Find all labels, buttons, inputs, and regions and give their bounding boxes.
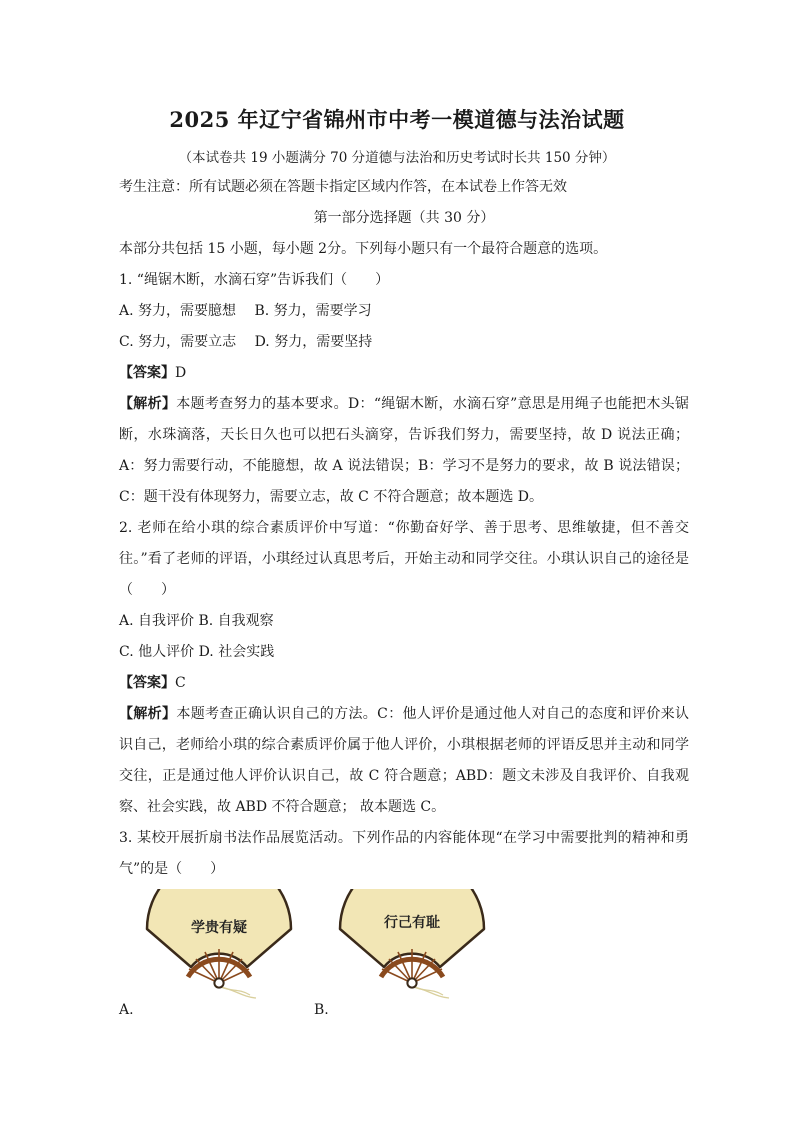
answer-tag: 【答案】	[119, 675, 175, 691]
section-title: 第一部分选择题（共 30 分）	[313, 210, 495, 226]
exam-title: 2025 年辽宁省锦州市中考一模道德与法治试题	[169, 107, 625, 132]
exam-content	[119, 172, 689, 1019]
section-intro: 本部分共包括 15 小题，每小题 2分。下列每小题只有一个最符合题意的选项。	[119, 241, 608, 257]
option-a-label: A.	[119, 1002, 134, 1018]
fan-a-text: 学贵有疑	[191, 920, 247, 936]
exam-subtitle: （本试卷共 19 小题满分 70 分道德与法治和历史考试时长共 150 分钟）	[178, 150, 616, 166]
q2-analysis	[119, 699, 689, 823]
q1-analysis	[119, 389, 689, 513]
answer-tag: 【答案】	[119, 365, 175, 381]
analysis-text: 本题考查努力的基本要求。D：“绳锯木断，水滴石穿”意思是用绳子也能把木头锯断，水珠滴落，天长日久也可以把石头滴穿，告诉我们努力，需要坚持，故 D 说法正确；A：努力需要行动，不能臆想，故 A 说法错误；B：学习不是努力的要求，故 B 说法错误；C：题干没有体现努力，需要立志，故 C 不符合题意；故本题选 D。	[119, 396, 689, 505]
q1-options-row2: C. 努力，需要立志 D. 努力，需要坚持	[119, 334, 373, 350]
q2-options-row1: A. 自我评价 B. 自我观察	[119, 613, 274, 629]
q3-stem: 3. 某校开展折扇书法作品展览活动。下列作品的内容能体现“在学习中需要批判的精神和勇气”的是（ ）	[119, 830, 689, 877]
notice-text: 考生注意：所有试题必须在答题卡指定区域内作答，在本试卷上作答无效	[119, 179, 567, 195]
folding-fan-b-icon	[337, 889, 487, 999]
q2-options-row2: C. 他人评价 D. 社会实践	[119, 644, 275, 660]
answer-value: C	[175, 675, 186, 691]
option-b-label: B.	[314, 1002, 329, 1018]
q2-stem: 2. 老师在给小琪的综合素质评价中写道：“你勤奋好学、善于思考、思维敏捷，但不善交往。”看了老师的评语，小琪经过认真思考后，开始主动和同学交往。小琪认识自己的途径是（ ）	[119, 520, 689, 598]
fan-b-text: 行己有耻	[384, 915, 440, 931]
answer-value: D	[175, 365, 187, 381]
analysis-tag: 【解析】	[119, 396, 177, 412]
analysis-tag: 【解析】	[119, 706, 177, 722]
q2-answer	[119, 668, 689, 699]
q1-stem: 1. “绳锯木断，水滴石穿”告诉我们（ ）	[119, 272, 390, 288]
q1-answer	[119, 358, 689, 389]
analysis-text: 本题考查正确认识自己的方法。C：他人评价是通过他人对自己的态度和评价来认识自己，老师给小琪的综合素质评价属于他人评价，小琪根据老师的评语反思并主动和同学交往，正是通过他人评价认识自己，故 C 符合题意；ABD：题文未涉及自我评价、自我观察、社会实践，故 ABD 不符合题意； 故本题选 C。	[119, 706, 690, 815]
q3-figures	[119, 887, 689, 1019]
folding-fan-a-icon	[144, 889, 294, 999]
q1-options-row1: A. 努力，需要臆想 B. 努力，需要学习	[119, 303, 372, 319]
